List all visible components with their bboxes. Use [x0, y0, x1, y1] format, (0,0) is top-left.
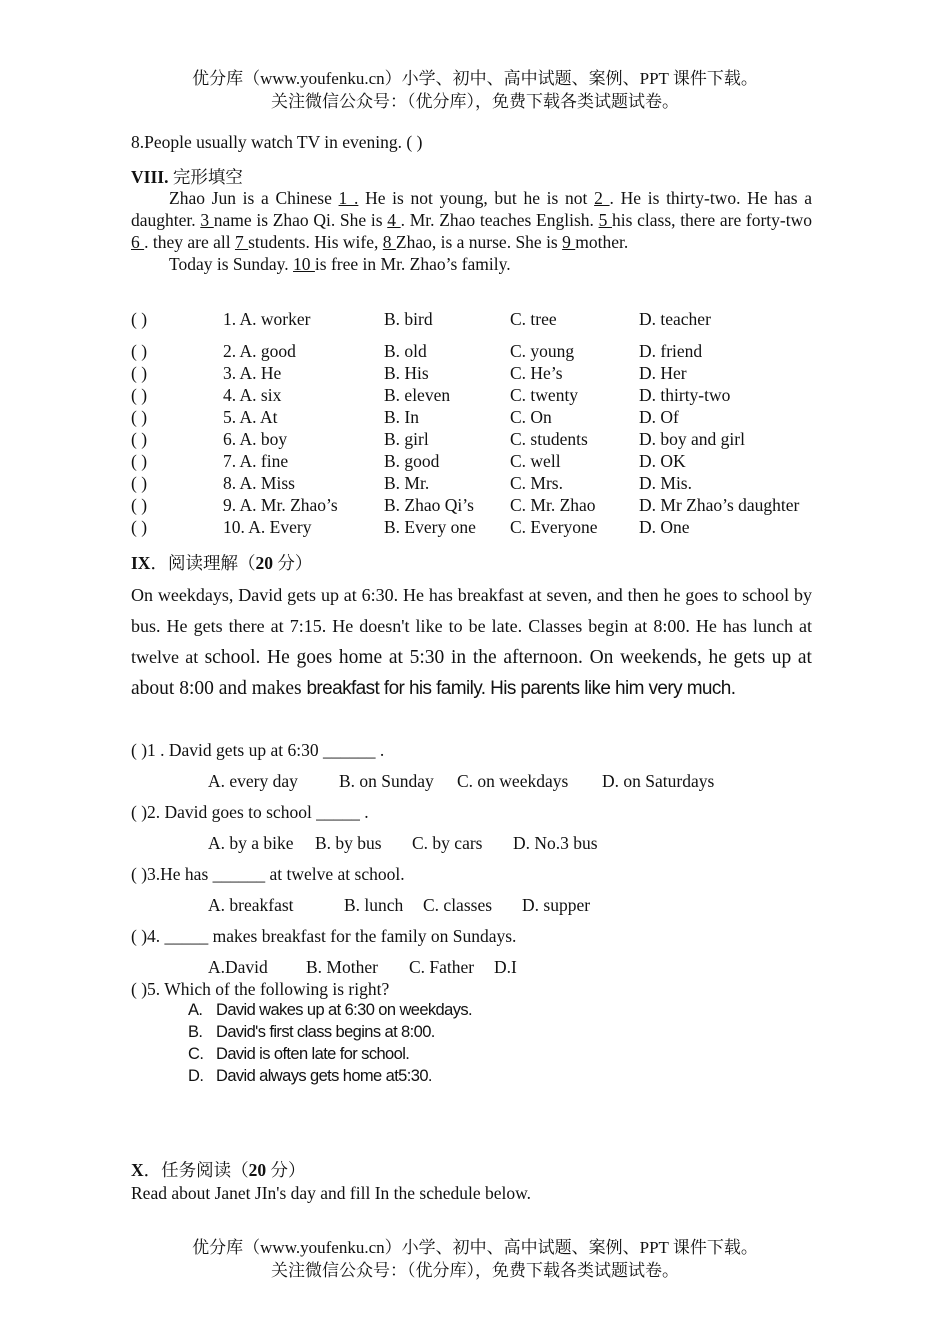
page-header-line1: 优分库（www.youfenku.cn）小学、初中、高中试题、案例、PPT 课件下载。: [192, 69, 758, 88]
blank-6: 6: [131, 232, 145, 252]
option-a: A. breakfast: [208, 895, 294, 915]
option-c: C. On: [510, 407, 552, 427]
option-d: D. on Saturdays: [602, 771, 715, 791]
blank-10: 10: [293, 254, 315, 274]
option-row: [131, 363, 831, 385]
option-c: C. Everyone: [510, 517, 598, 537]
option-row: [131, 429, 831, 451]
reading-question-3: ( )3.He has ______ at twelve at school.: [131, 864, 405, 884]
q5-option-d: D. David always gets home at5:30.: [188, 1067, 432, 1085]
section-8-title: 完形填空: [168, 167, 243, 187]
option-row: [131, 341, 831, 363]
option-row: [131, 385, 831, 407]
section-8-heading: [131, 164, 243, 189]
section-10-title: ．任务阅读（: [143, 1160, 249, 1180]
answer-bracket: ( ): [131, 407, 148, 427]
blank-9: 9: [562, 232, 576, 252]
option-c: C. Father: [409, 957, 475, 977]
section-9-title: ．阅读理解（: [150, 553, 256, 573]
section-10-heading: [131, 1157, 306, 1182]
option-c: C. on weekdays: [457, 771, 569, 791]
option-a: 2. A. good: [223, 341, 296, 361]
option-c: C. classes: [423, 895, 493, 915]
option-d: D. Of: [639, 407, 679, 427]
section-9-number: IX: [131, 553, 151, 573]
section-10-instruction: Read about Janet JIn's day and fill In the schedule below.: [131, 1183, 532, 1203]
q5-option-c: C. David is often late for school.: [188, 1045, 410, 1063]
option-b: B. girl: [384, 429, 429, 449]
option-c: C. He’s: [510, 363, 563, 383]
option-a: A. every day: [208, 771, 298, 791]
option-b: B. good: [384, 451, 440, 471]
q5-option-a: A. David wakes up at 6:30 on weekdays.: [188, 1001, 472, 1019]
section-9-heading: [131, 550, 312, 575]
option-a: 6. A. boy: [223, 429, 288, 449]
option-row: [131, 517, 831, 539]
option-b: B. His: [384, 363, 429, 383]
reading-passage: [131, 580, 812, 704]
option-a: 1. A. worker: [223, 309, 311, 329]
q5-option-b: B. David's first class begins at 8:00.: [188, 1023, 435, 1041]
answer-bracket: ( ): [131, 517, 148, 537]
option-b: B. eleven: [384, 385, 451, 405]
answer-bracket: ( ): [131, 473, 148, 493]
option-c: C. students: [510, 429, 588, 449]
option-c: C. twenty: [510, 385, 579, 405]
option-d: D. Her: [639, 363, 687, 383]
blank-8: 8: [382, 232, 396, 252]
option-d: D. Mr Zhao’s daughter: [639, 495, 800, 515]
reading-question-2: ( )2. David goes to school _____ .: [131, 802, 369, 822]
option-a: A. by a bike: [208, 833, 294, 853]
option-a: 3. A. He: [223, 363, 282, 383]
blank-4: 4: [387, 210, 401, 230]
option-d: D.I: [494, 957, 517, 977]
option-d: D. friend: [639, 341, 703, 361]
section-9-title-end: 分）: [272, 553, 313, 573]
answer-bracket: ( ): [131, 451, 148, 471]
answer-bracket: ( ): [131, 363, 148, 383]
page-footer-line1: 优分库（www.youfenku.cn）小学、初中、高中试题、案例、PPT 课件下载。: [192, 1238, 758, 1257]
option-d: D. thirty-two: [639, 385, 731, 405]
option-a: 4. A. six: [223, 385, 282, 405]
option-a: 9. A. Mr. Zhao’s: [223, 495, 338, 515]
answer-bracket: ( ): [131, 309, 148, 329]
option-b: B. Mr.: [384, 473, 430, 493]
answer-bracket: ( ): [131, 341, 148, 361]
blank-2: 2: [594, 188, 610, 208]
option-a: 10. A. Every: [223, 517, 312, 537]
reading-question-1: ( )1 . David gets up at 6:30 ______ .: [131, 740, 385, 760]
option-c: C. tree: [510, 309, 557, 329]
option-b: B. old: [384, 341, 427, 361]
option-b: B. on Sunday: [339, 771, 434, 791]
cloze-paragraph-1: Zhao Jun is a Chinese 1 . He is not young, but he is not 2 . He is thirty-two. He has a daughter. 3 name is Zhao Qi. She is 4 . Mr. Zhao teaches English. 5 his class, there are forty-two 6 . they are all 7 students. His wife, 8 Zhao, is a nurse. She is 9 mother.: [131, 188, 813, 252]
reading-question-4: ( )4. _____ makes breakfast for the family on Sundays.: [131, 926, 517, 946]
page-header-line2: 关注微信公众号：（优分库），免费下载各类试题试卷。: [271, 92, 679, 111]
option-row: [131, 495, 831, 517]
option-b: B. Every one: [384, 517, 476, 537]
passage-part-a: On weekdays, David gets up at 6:30. He has breakfast at seven, and then he goes to school by bus. He gets there at 7:15. He doesn't like to be late. Classes begin at 8:00. He has lunch at twelve at: [131, 585, 812, 667]
option-a: 8. A. Miss: [223, 473, 295, 493]
cloze-passage: [131, 187, 812, 275]
passage-part-c: breakfast for his family. His parents like him very much.: [306, 678, 736, 699]
passage-part-b: school. He goes home at 5:30 in the afternoon. On weekends, he gets up at about 8:00 and makes: [131, 647, 812, 699]
option-d: D. One: [639, 517, 690, 537]
blank-1: 1 .: [338, 188, 359, 208]
option-row: [131, 473, 831, 495]
blank-3: 3: [200, 210, 214, 230]
section-10-title-end: 分）: [266, 1160, 306, 1180]
option-b: B. Mother: [306, 957, 378, 977]
option-b: B. In: [384, 407, 419, 427]
page-footer-line2: 关注微信公众号：（优分库），免费下载各类试题试卷。: [271, 1261, 679, 1280]
option-c: C. well: [510, 451, 561, 471]
option-a: A.David: [208, 957, 268, 977]
answer-bracket: ( ): [131, 385, 148, 405]
blank-7: 7: [234, 232, 249, 252]
option-d: D. Mis.: [639, 473, 692, 493]
option-d: D. boy and girl: [639, 429, 745, 449]
blank-5: 5: [598, 210, 612, 230]
option-c: C. by cars: [412, 833, 483, 853]
reading-question-5: ( )5. Which of the following is right?: [131, 979, 390, 999]
option-d: D. teacher: [639, 309, 711, 329]
section-10-score: 20: [248, 1160, 267, 1180]
question-8: 8.People usually watch TV in evening. ( ): [131, 132, 423, 152]
option-b: B. Zhao Qi’s: [384, 495, 474, 515]
section-10-number: X: [131, 1160, 144, 1180]
option-row: [131, 451, 831, 473]
answer-bracket: ( ): [131, 429, 148, 449]
section-9-score: 20: [255, 553, 273, 573]
option-b: B. bird: [384, 309, 433, 329]
option-b: B. by bus: [315, 833, 382, 853]
option-row: [131, 407, 831, 429]
option-a: 7. A. fine: [223, 451, 289, 471]
section-8-number: VIII.: [131, 167, 169, 187]
option-a: 5. A. At: [223, 407, 278, 427]
option-d: D. No.3 bus: [513, 833, 598, 853]
option-b: B. lunch: [344, 895, 404, 915]
option-c: C. Mr. Zhao: [510, 495, 596, 515]
cloze-paragraph-2: Today is Sunday. 10 is free in Mr. Zhao’s family.: [169, 254, 511, 274]
option-row: [131, 309, 831, 331]
option-c: C. Mrs.: [510, 473, 563, 493]
option-d: D. OK: [639, 451, 686, 471]
answer-bracket: ( ): [131, 495, 148, 515]
option-c: C. young: [510, 341, 575, 361]
option-d: D. supper: [522, 895, 591, 915]
